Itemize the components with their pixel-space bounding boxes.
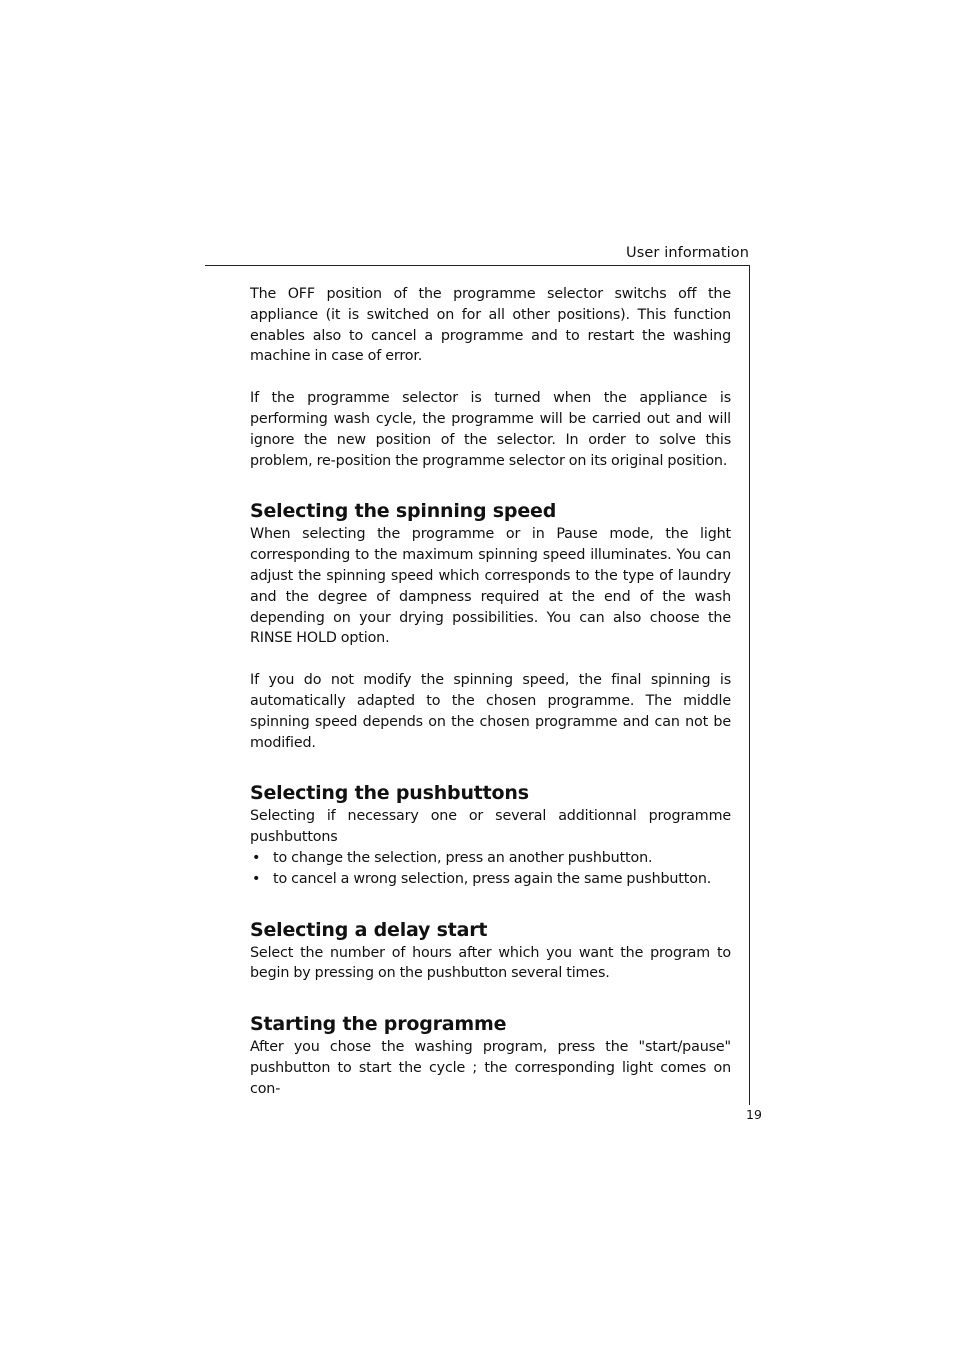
list-item-text: to change the selection, press an another pushbutton. (273, 849, 653, 866)
list-item-text: to cancel a wrong selection, press again the same pushbutton. (273, 870, 712, 887)
bullet-icon: • (252, 870, 261, 887)
header-rule (205, 265, 750, 266)
pushbuttons-bullet-list (250, 848, 731, 890)
page-content (250, 284, 731, 1100)
heading-delay-start: Selecting a delay start (250, 918, 488, 941)
intro-paragraph-selector-turned: If the programme selector is turned when the appliance is performing wash cycle, the programme will be carried out and will ignore the new position of the selector. In order to solve this problem, re-position the programme selector on its original position. (250, 390, 731, 469)
list-item (250, 869, 731, 890)
heading-spinning-speed: Selecting the spinning speed (250, 500, 557, 523)
bullet-icon: • (252, 849, 261, 866)
pushbuttons-paragraph: Selecting if necessary one or several additionnal programme pushbuttons (250, 808, 731, 846)
starting-programme-paragraph: After you chose the washing program, press the "start/pause" pushbutton to start the cycle ; the corresponding light comes on con- (250, 1039, 731, 1097)
margin-rule (749, 265, 750, 1105)
section-header-label: User information (626, 245, 749, 261)
heading-starting-programme: Starting the programme (250, 1013, 507, 1036)
heading-pushbuttons: Selecting the pushbuttons (250, 782, 529, 805)
delay-start-paragraph: Select the number of hours after which you want the program to begin by pressing on the pushbutton several times. (250, 944, 731, 982)
spinning-speed-paragraph-1: When selecting the programme or in Pause mode, the light corresponding to the maximum spinning speed illuminates. You can adjust the spinning speed which corresponds to the type of laundry and the degree of dampness required at the end of the wash depending on your drying possibilities. You can also choose the RINSE HOLD option. (250, 526, 731, 647)
list-item (250, 848, 731, 869)
spinning-speed-paragraph-2: If you do not modify the spinning speed, the final spinning is automatically adapted to the chosen programme. The middle spinning speed depends on the chosen programme and can not be modified. (250, 672, 731, 751)
intro-paragraph-off-position: The OFF position of the programme selector switchs off the appliance (it is switched on for all other positions). This function enables also to cancel a programme and to restart the washing machine in case of error. (250, 286, 731, 365)
page-number: 19 (746, 1107, 762, 1122)
